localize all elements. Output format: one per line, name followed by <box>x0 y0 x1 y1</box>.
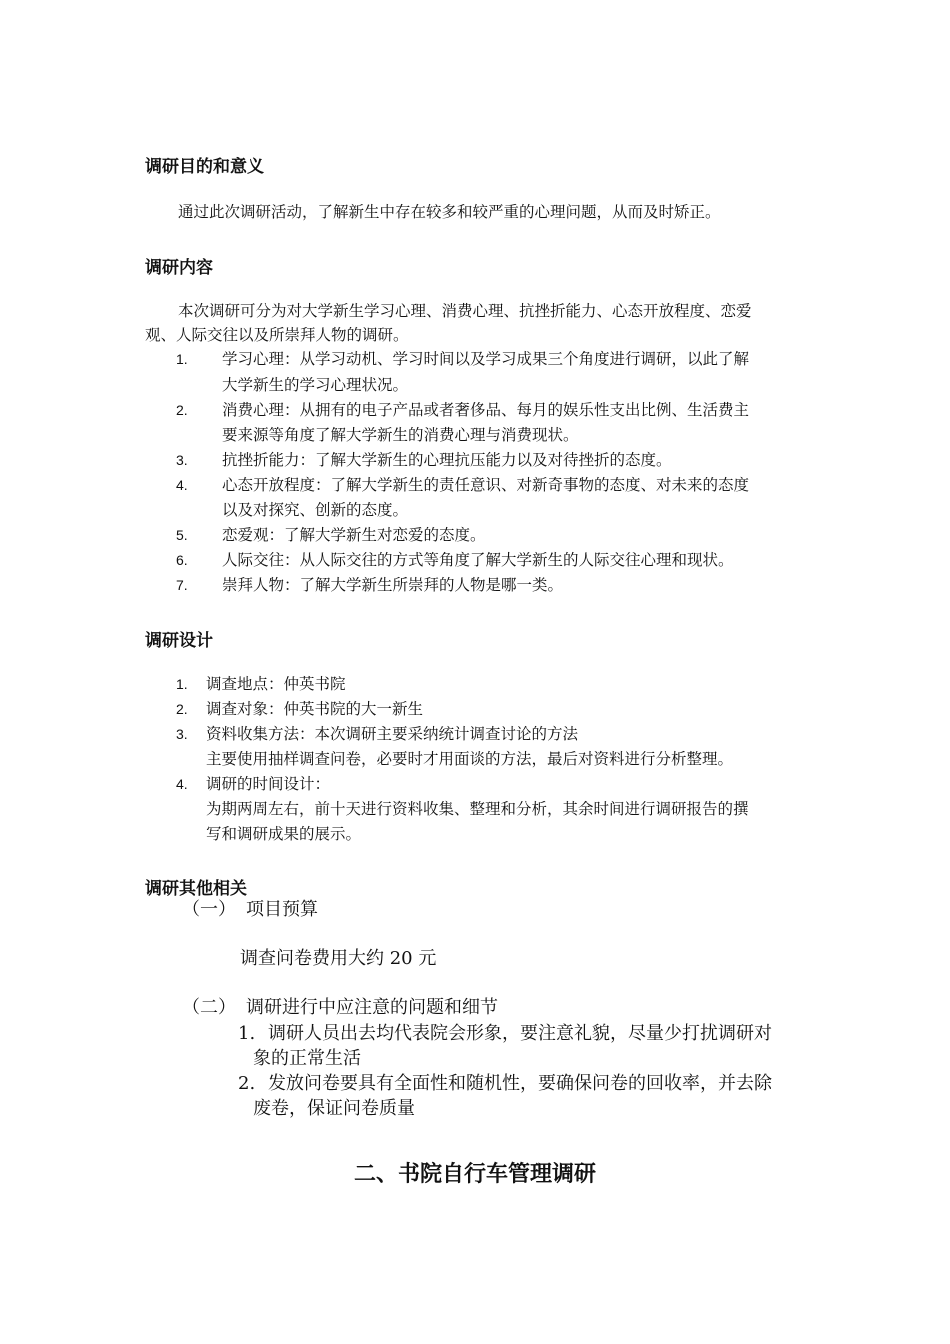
list-number: 3. <box>176 726 188 742</box>
list-number: 4. <box>176 477 188 493</box>
content-intro-line2: 观、人际交往以及所崇拜人物的调研。 <box>145 326 409 344</box>
list-item-line: 调查对象：仲英书院的大一新生 <box>206 700 424 718</box>
list-item-line: 要来源等角度了解大学新生的消费心理与消费现状。 <box>222 426 579 444</box>
list-number: 3. <box>176 452 188 468</box>
list-item-line: 抗挫折能力：了解大学新生的心理抗压能力以及对待挫折的态度。 <box>222 451 672 469</box>
list-item-line: 心态开放程度：了解大学新生的责任意识、对新奇事物的态度、对未来的态度 <box>222 476 750 494</box>
list-item-line: 以及对探究、创新的态度。 <box>222 501 409 519</box>
section-heading-purpose: 调研目的和意义 <box>145 157 264 177</box>
list-number: 4. <box>176 776 188 792</box>
list-item-line: 废卷，保证问卷质量 <box>253 1098 415 1119</box>
list-item-line: 人际交往：从人际交往的方式等角度了解大学新生的人际交往心理和现状。 <box>222 551 734 569</box>
sub-label: （一） <box>182 899 236 920</box>
list-item-line: 消费心理：从拥有的电子产品或者奢侈品、每月的娱乐性支出比例、生活费主 <box>222 401 750 419</box>
section-heading-other: 调研其他相关 <box>145 879 247 899</box>
list-number: 1. <box>176 676 188 692</box>
sub-label: （二） <box>182 997 236 1018</box>
list-item-line: 调查地点：仲英书院 <box>206 675 346 693</box>
list-item-line: 学习心理：从学习动机、学习时间以及学习成果三个角度进行调研，以此了解 <box>222 350 750 368</box>
list-item-line: 为期两周左右，前十天进行资料收集、整理和分析，其余时间进行调研报告的撰 <box>206 800 749 818</box>
next-section-title: 二、书院自行车管理调研 <box>353 1162 596 1187</box>
budget-text: 调查问卷费用大约 20 元 <box>240 948 437 969</box>
list-number: 2. <box>238 1073 256 1094</box>
list-item-line: 象的正常生活 <box>253 1048 361 1069</box>
section-heading-design: 调研设计 <box>145 631 213 651</box>
list-item-line: 调研人员出去均代表院会形象，要注意礼貌，尽量少打扰调研对 <box>268 1023 772 1044</box>
sub-title-notes: 调研进行中应注意的问题和细节 <box>246 997 498 1018</box>
list-number: 6. <box>176 552 188 568</box>
list-item-line: 恋爱观：了解大学新生对恋爱的态度。 <box>222 526 486 544</box>
section-heading-content: 调研内容 <box>145 258 213 278</box>
list-item-line: 调研的时间设计： <box>206 775 331 793</box>
list-number: 2. <box>176 402 188 418</box>
list-item-line: 大学新生的学习心理状况。 <box>222 376 409 394</box>
list-item-line: 写和调研成果的展示。 <box>206 825 362 843</box>
purpose-paragraph: 通过此次调研活动，了解新生中存在较多和较严重的心理问题，从而及时矫正。 <box>178 203 721 221</box>
list-item-line: 主要使用抽样调查问卷，必要时才用面谈的方法，最后对资料进行分析整理。 <box>206 750 734 768</box>
list-number: 2. <box>176 701 188 717</box>
list-number: 7. <box>176 577 188 593</box>
list-item-line: 资料收集方法：本次调研主要采纳统计调查讨论的方法 <box>206 725 579 743</box>
content-intro-line1: 本次调研可分为对大学新生学习心理、消费心理、抗挫折能力、心态开放程度、恋爱 <box>178 302 752 320</box>
list-item-line: 崇拜人物：了解大学新生所崇拜的人物是哪一类。 <box>222 576 564 594</box>
sub-title-budget: 项目预算 <box>246 899 318 920</box>
list-number: 1. <box>176 351 188 367</box>
list-item-line: 发放问卷要具有全面性和随机性，要确保问卷的回收率，并去除 <box>268 1073 772 1094</box>
list-number: 5. <box>176 527 188 543</box>
list-number: 1. <box>238 1023 256 1044</box>
